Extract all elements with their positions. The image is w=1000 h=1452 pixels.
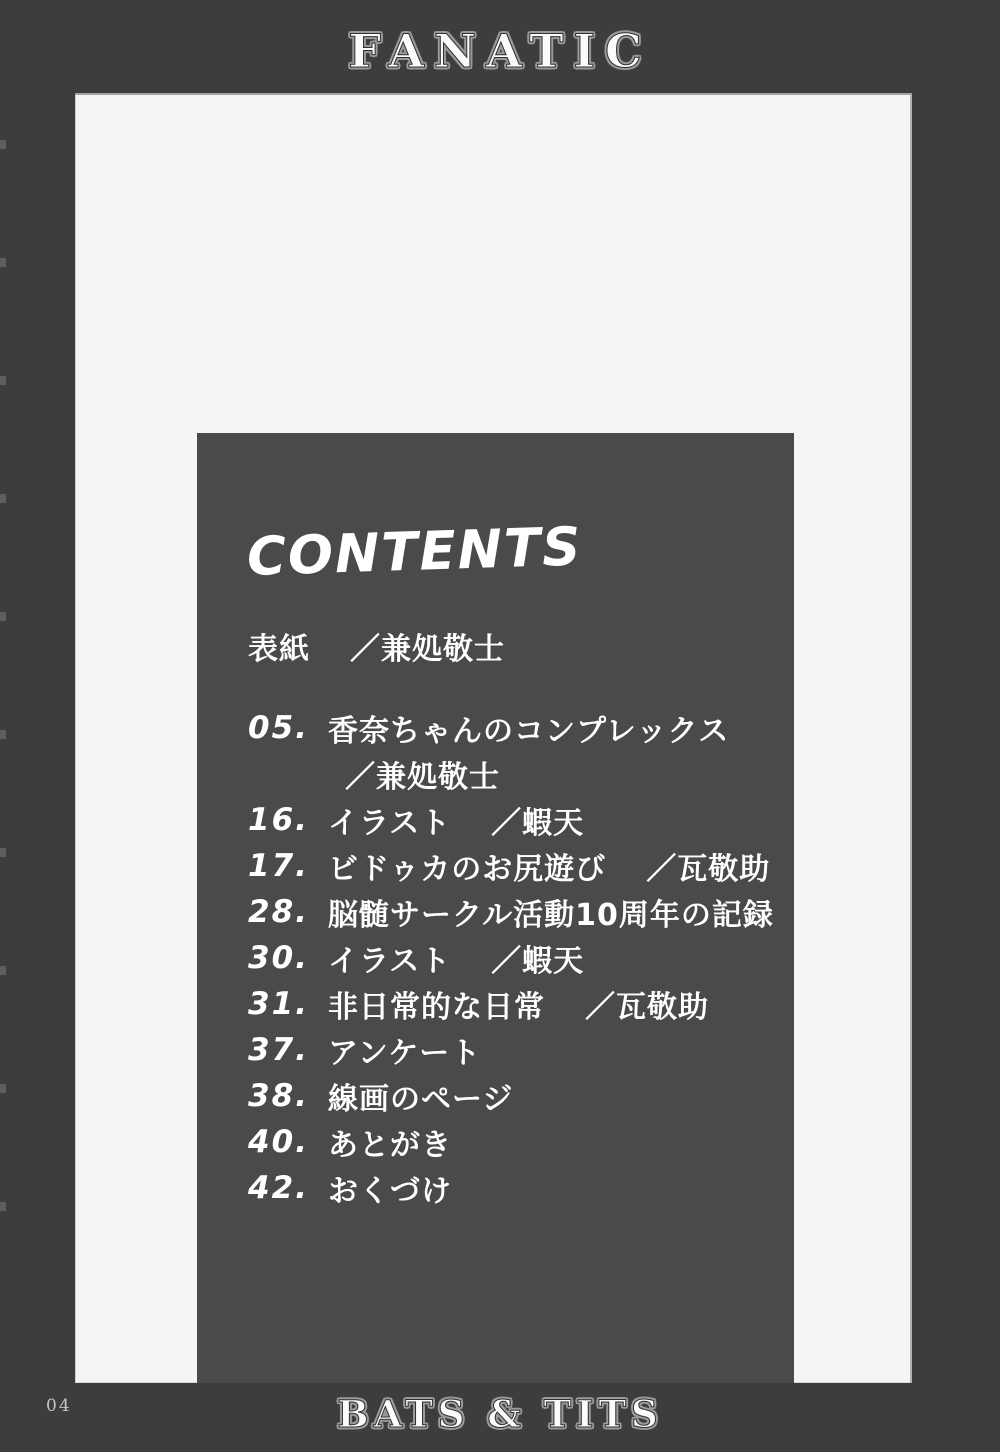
toc-item-number: 42.: [248, 1170, 309, 1206]
toc-item-author: ／瓦敬助: [585, 990, 709, 1025]
toc-row: [248, 889, 794, 935]
toc-item-title: 線画のページ: [328, 1082, 514, 1117]
toc-item-number: 31.: [248, 986, 309, 1022]
toc-row: [248, 797, 794, 843]
toc-item-author: ／蝦天: [491, 806, 585, 841]
toc-row: [248, 1119, 794, 1165]
footer-title: BATS & TITS: [337, 1392, 663, 1436]
toc-item-number: 38.: [248, 1078, 309, 1114]
toc-item-title: 香奈ちゃんのコンプレックス: [328, 714, 730, 749]
toc-item-title: 脳髄サークル活動10周年の記録: [328, 898, 774, 933]
series-title: FANATIC: [348, 24, 652, 78]
toc-row-cover: [248, 623, 794, 669]
toc-item-number: 17.: [248, 848, 309, 884]
toc-item-title: おくづけ: [328, 1174, 452, 1209]
toc-item-title: 非日常的な日常: [328, 990, 545, 1025]
toc-item-number: 30.: [248, 940, 309, 976]
toc-item-author: ／蝦天: [491, 944, 585, 979]
contents-heading: CONTENTS: [246, 516, 584, 588]
toc-item-title: あとがき: [328, 1128, 452, 1163]
scan-edge-artifacts: [0, 140, 6, 1320]
toc-item-title: イラスト: [328, 944, 452, 979]
toc-item-number: 05.: [248, 710, 309, 746]
toc-item-title: イラスト: [328, 806, 452, 841]
table-of-contents: [248, 623, 794, 1211]
toc-row: [248, 1027, 794, 1073]
toc-item-author: ／瓦敬助: [646, 852, 771, 887]
toc-row: [248, 935, 794, 981]
toc-item-number: 37.: [248, 1032, 309, 1068]
contents-box: [197, 433, 794, 1383]
toc-item-number: 16.: [248, 802, 309, 838]
paper-page: [75, 93, 912, 1383]
toc-item-title: アンケート: [328, 1036, 482, 1071]
toc-row: [248, 1073, 794, 1119]
toc-cover-author: ／兼処敬士: [350, 632, 505, 667]
toc-row: [248, 705, 794, 751]
toc-row: [248, 843, 794, 889]
toc-row-author-continuation: [248, 751, 794, 797]
toc-row: [248, 981, 794, 1027]
page-number: 04: [46, 1396, 72, 1416]
toc-item-number: 40.: [248, 1124, 309, 1160]
toc-item-number: 28.: [248, 894, 309, 930]
toc-item-author: ／兼処敬士: [345, 760, 500, 795]
toc-item-title: ビドゥカのお尻遊び: [328, 852, 607, 887]
toc-row: [248, 1165, 794, 1211]
toc-cover-label: 表紙: [248, 632, 310, 667]
